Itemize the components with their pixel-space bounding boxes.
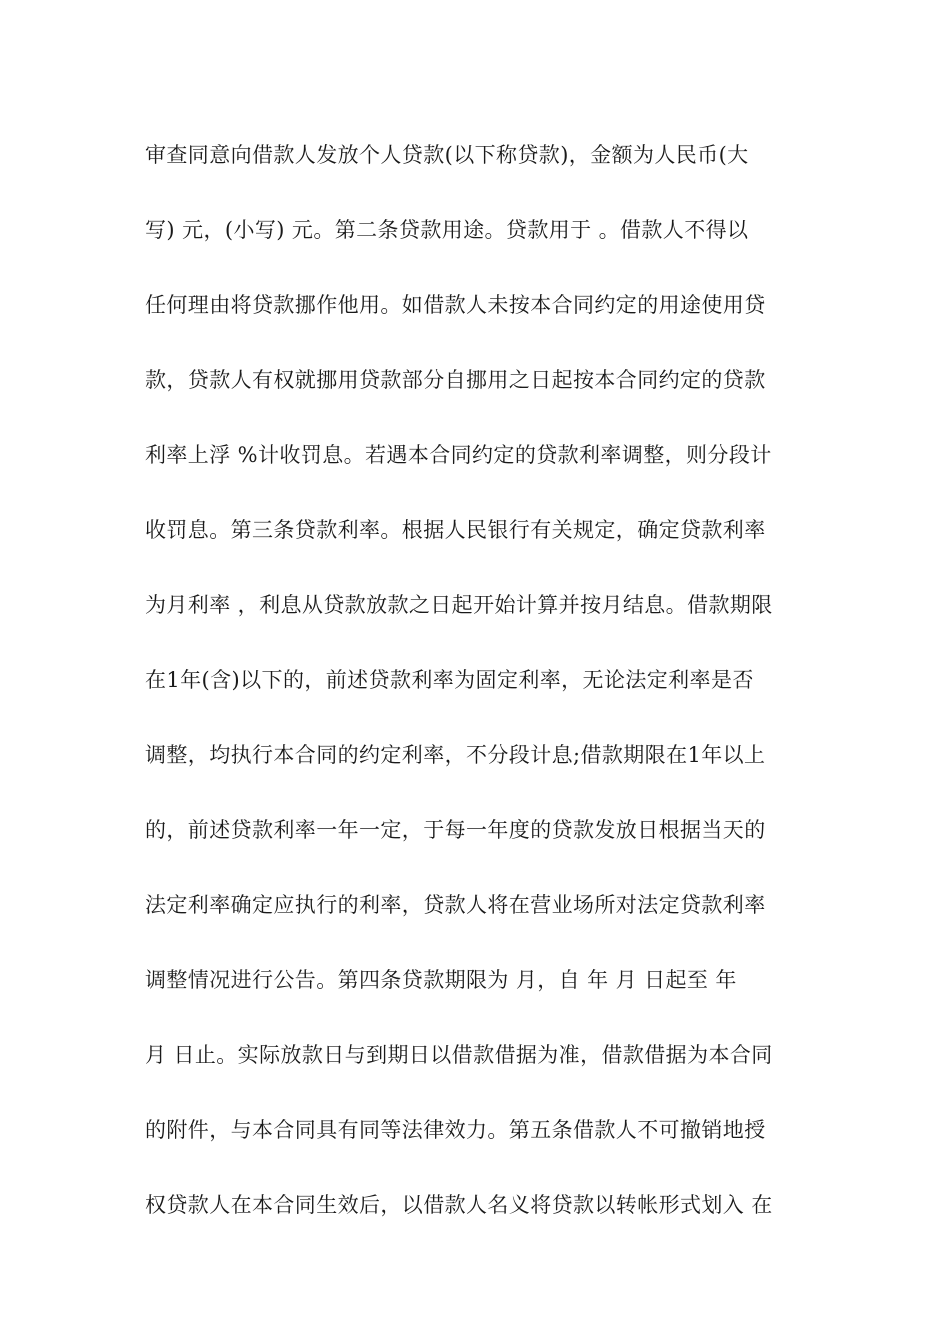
text-line: 利率上浮 %计收罚息。若遇本合同约定的贷款利率调整，则分段计	[145, 443, 772, 467]
text-line: 调整情况进行公告。第四条贷款期限为 月，自 年 月 日起至 年	[145, 968, 737, 992]
text-line: 的，前述贷款利率一年一定，于每一年度的贷款发放日根据当天的	[145, 818, 766, 842]
text-line: 款，贷款人有权就挪用贷款部分自挪用之日起按本合同约定的贷款	[145, 368, 766, 392]
text-line: 权贷款人在本合同生效后，以借款人名义将贷款以转帐形式划入 在	[145, 1193, 773, 1217]
contract-text-body	[145, 129, 815, 1254]
text-line: 在1年(含)以下的，前述贷款利率为固定利率，无论法定利率是否	[145, 668, 754, 692]
text-line: 任何理由将贷款挪作他用。如借款人未按本合同约定的用途使用贷	[145, 293, 766, 317]
text-line: 月 日止。实际放款日与到期日以借款借据为准，借款借据为本合同	[145, 1043, 773, 1067]
text-line: 为月利率 ，利息从贷款放款之日起开始计算并按月结息。借款期限	[145, 593, 773, 617]
text-line: 法定利率确定应执行的利率，贷款人将在营业场所对法定贷款利率	[145, 893, 766, 917]
text-line: 审查同意向借款人发放个人贷款(以下称贷款)，金额为人民币(大	[145, 143, 749, 167]
text-line: 的附件，与本合同具有同等法律效力。第五条借款人不可撤销地授	[145, 1118, 766, 1142]
text-line: 收罚息。第三条贷款利率。根据人民银行有关规定，确定贷款利率	[145, 518, 766, 542]
text-line: 写) 元，(小写) 元。第二条贷款用途。贷款用于 。借款人不得以	[145, 218, 749, 242]
text-line: 调整，均执行本合同的约定利率，不分段计息;借款期限在1年以上	[145, 743, 766, 767]
